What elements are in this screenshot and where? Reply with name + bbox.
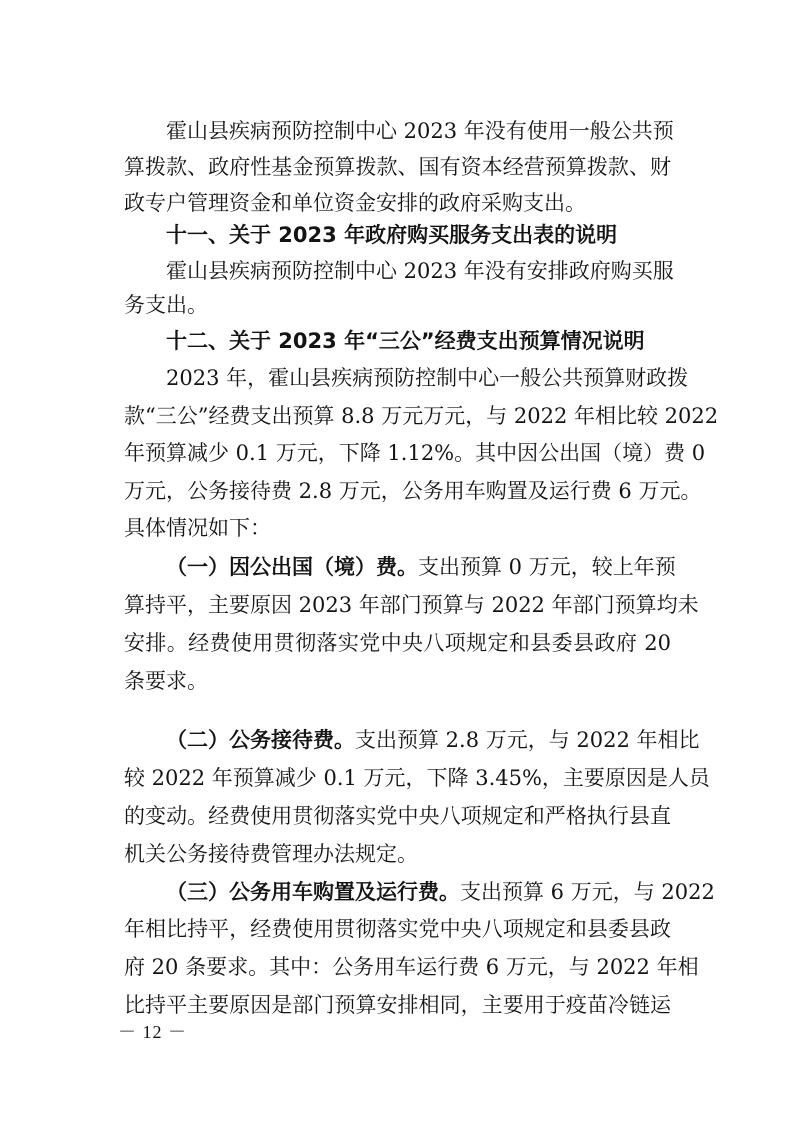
item-3-text: 支出预算 6 万元，与 2022 <box>460 880 715 904</box>
section-heading-12: 十二、关于 2023 年“三公”经费支出预算情况说明 <box>166 329 645 353</box>
paragraph-line: 具体情况如下： <box>124 516 271 540</box>
paragraph-line: 万元，公务接待费 2.8 万元，公务用车购置及运行费 6 万元。 <box>124 479 702 503</box>
item-3-title: （三）公务用车购置及运行费。 <box>166 880 460 904</box>
paragraph-line: 霍山县疾病预防控制中心 2023 年没有安排政府购买服 <box>166 259 674 283</box>
paragraph-line: 款“三公”经费支出预算 8.8 万元万元，与 2022 年相比较 2022 <box>124 404 719 428</box>
item-2-title: （二）公务接待费。 <box>166 728 355 752</box>
paragraph-line: 条要求。 <box>124 669 208 693</box>
item-1-title: （一）因公出国（境）费。 <box>166 555 418 579</box>
paragraph-line: 算拨款、政府性基金预算拨款、国有资本经营预算拨款、财 <box>124 155 671 179</box>
paragraph-line: 政专户管理资金和单位资金安排的政府采购支出。 <box>124 191 586 215</box>
item-3-first-line <box>166 877 715 907</box>
item-2-first-line <box>166 725 700 755</box>
item-2-text: 支出预算 2.8 万元，与 2022 年相比 <box>355 728 700 752</box>
paragraph-line: 算持平，主要原因 2023 年部门预算与 2022 年部门预算均未 <box>124 593 699 617</box>
item-1-first-line <box>166 552 676 582</box>
section-heading-11: 十一、关于 2023 年政府购买服务支出表的说明 <box>166 223 618 247</box>
paragraph-line: 2023 年，霍山县疾病预防控制中心一般公共预算财政拨 <box>166 366 689 390</box>
page-number: － 12 － <box>118 1022 187 1042</box>
paragraph-line: 的变动。经费使用贯彻落实党中央八项规定和严格执行县直 <box>124 804 671 828</box>
paragraph-line: 年预算减少 0.1 万元，下降 1.12%。其中因公出国（境）费 0 <box>124 441 706 465</box>
paragraph-line: 安排。经费使用贯彻落实党中央八项规定和县委县政府 20 <box>124 631 671 655</box>
paragraph-line: 年相比持平，经费使用贯彻落实党中央八项规定和县委县政 <box>124 917 671 941</box>
paragraph-line: 霍山县疾病预防控制中心 2023 年没有使用一般公共预 <box>166 119 674 143</box>
item-1-text: 支出预算 0 万元，较上年预 <box>418 555 676 579</box>
paragraph-line: 比持平主要原因是部门预算安排相同，主要用于疫苗冷链运 <box>124 993 671 1017</box>
paragraph-line: 机关公务接待费管理办法规定。 <box>124 842 418 866</box>
paragraph-line: 务支出。 <box>124 293 208 317</box>
paragraph-line: 府 20 条要求。其中：公务用车运行费 6 万元，与 2022 年相 <box>124 955 699 979</box>
paragraph-line: 较 2022 年预算减少 0.1 万元，下降 3.45%，主要原因是人员 <box>124 766 710 790</box>
